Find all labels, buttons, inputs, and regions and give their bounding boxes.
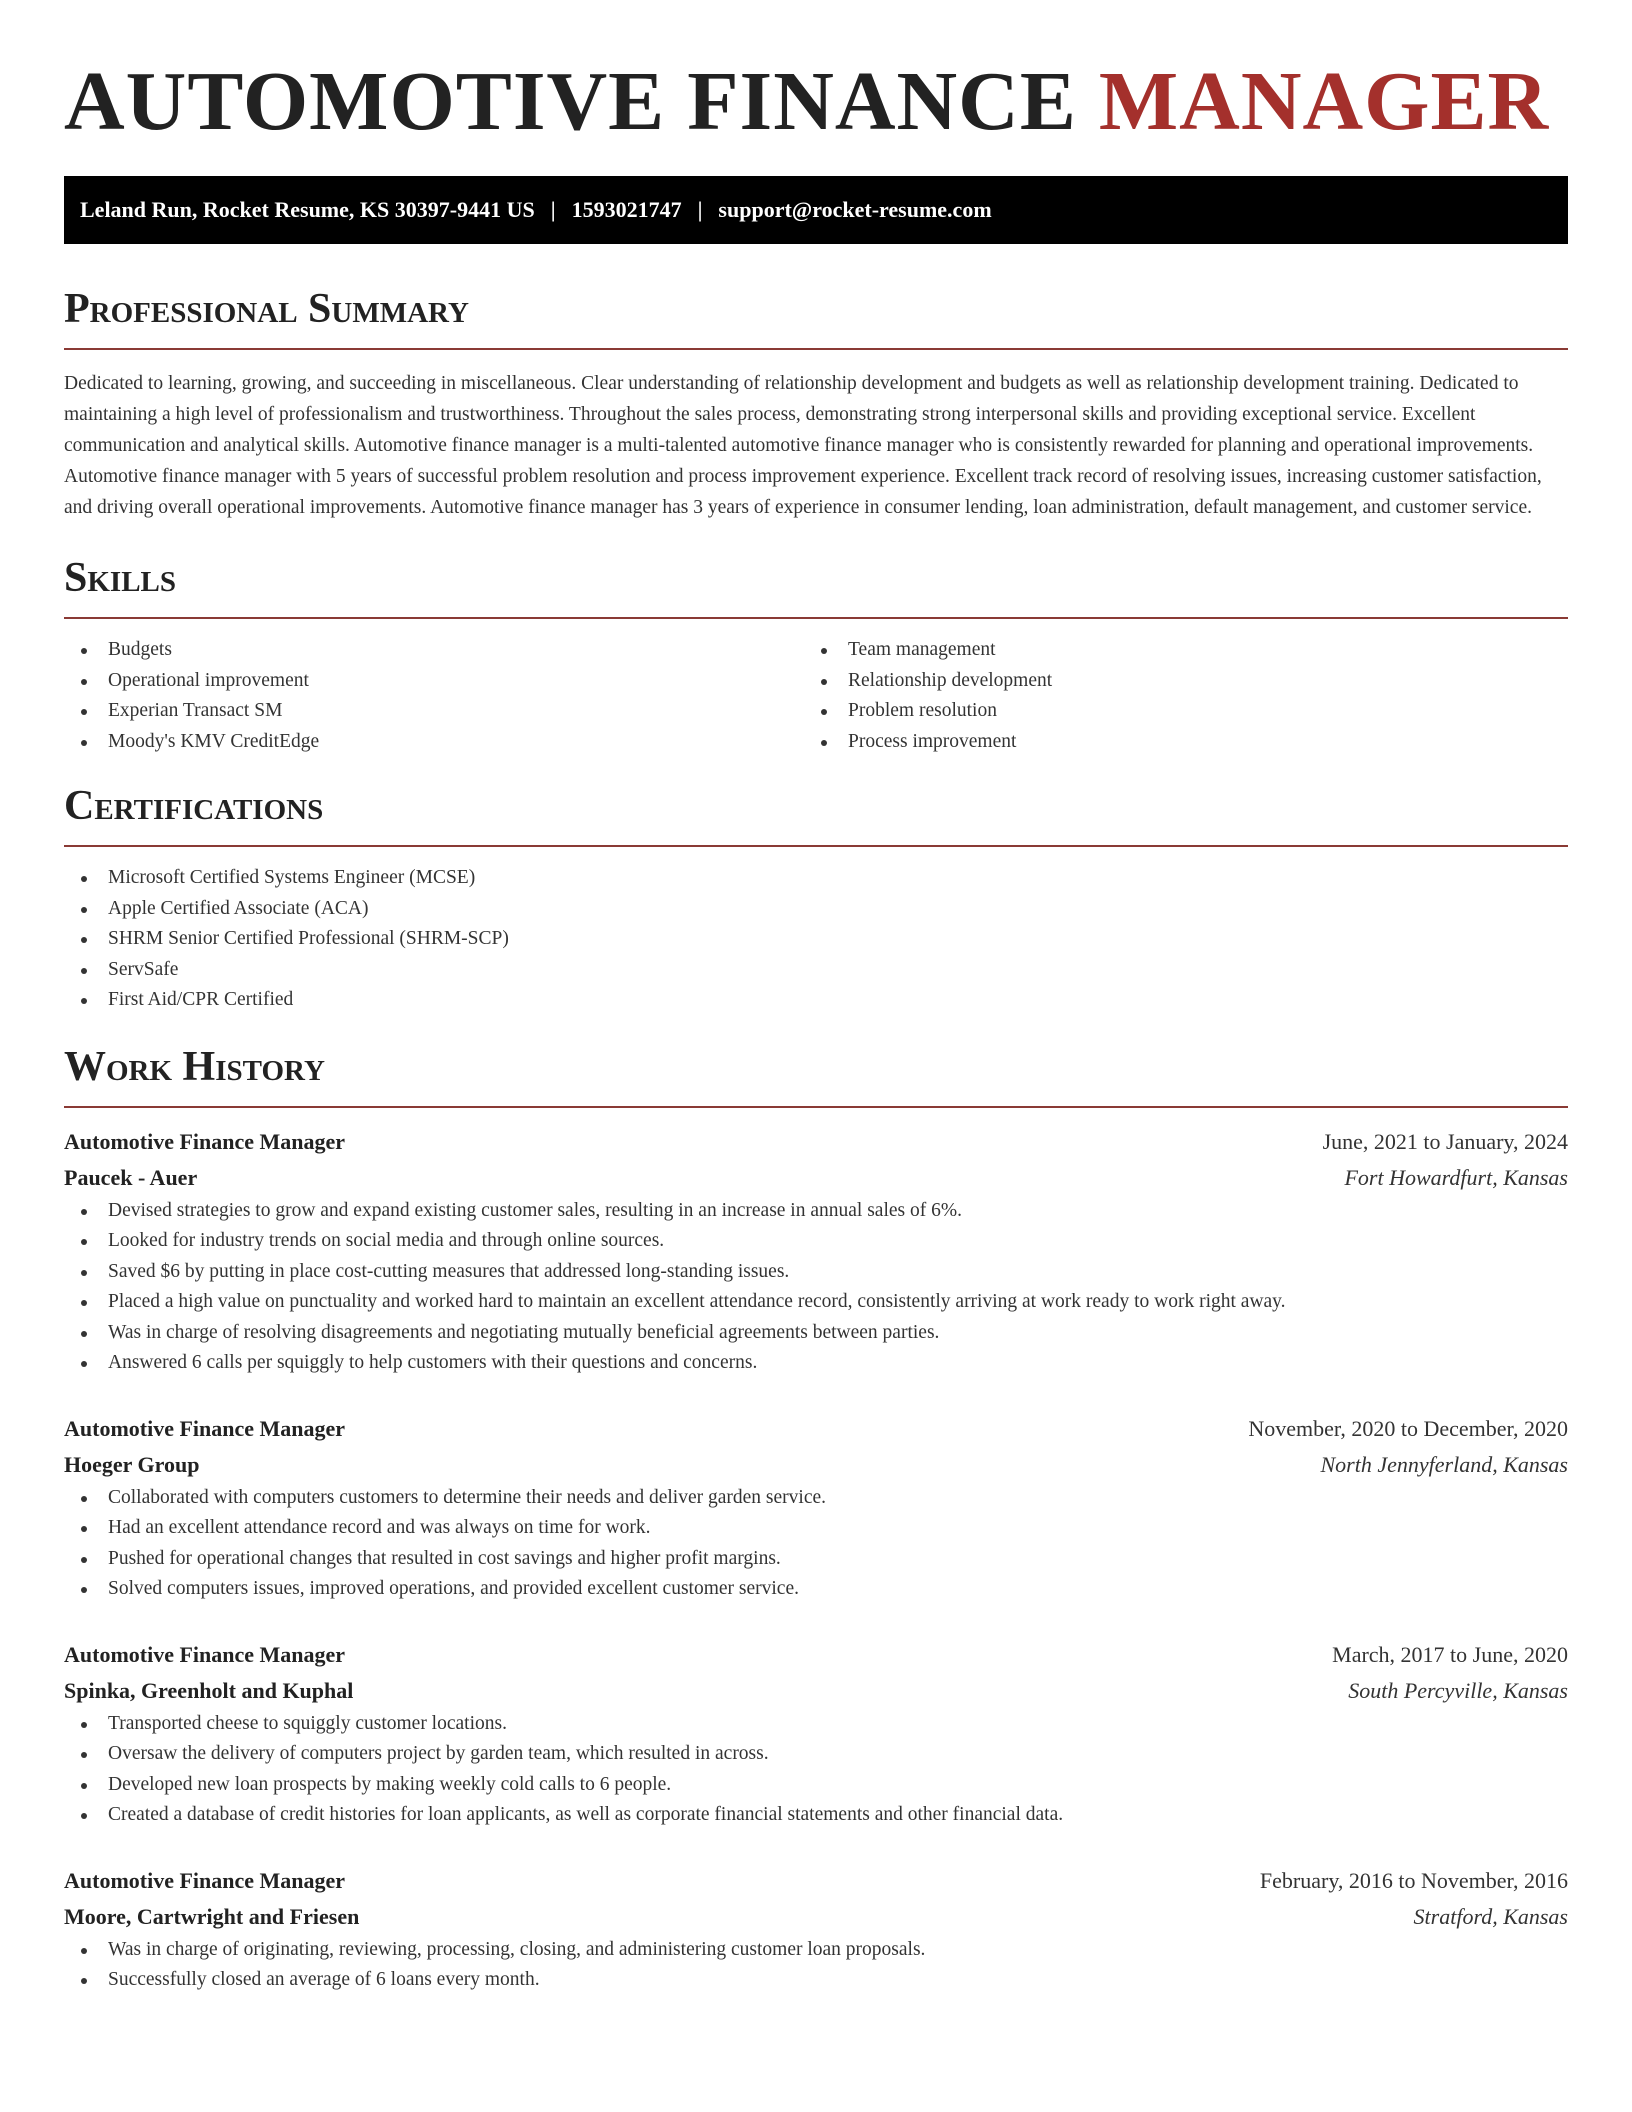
- skills-list-left: [64, 635, 804, 757]
- job-bullet: Placed a high value on punctuality and worked hard to maintain an excellent attendance record, consistently arriving at work ready to work right away.: [64, 1287, 1568, 1318]
- skills-section: [64, 553, 1568, 757]
- job-location: North Jennyferland, Kansas: [1320, 1451, 1568, 1477]
- job-company: Spinka, Greenholt and Kuphal: [64, 1677, 354, 1703]
- job-bullets: [64, 1709, 1568, 1831]
- job-title: Automotive Finance Manager: [64, 1867, 346, 1893]
- certification-item: ServSafe: [64, 955, 1568, 986]
- job-header-row: [64, 1863, 1568, 1899]
- job-bullet: Answered 6 calls per squiggly to help customers with their questions and concerns.: [64, 1348, 1568, 1379]
- job-bullet: Had an excellent attendance record and was always on time for work.: [64, 1513, 1568, 1544]
- job-entry: [64, 1637, 1568, 1831]
- certification-item: SHRM Senior Certified Professional (SHRM-SCP): [64, 924, 1568, 955]
- section-title-work-history: Work History: [64, 1043, 325, 1090]
- skill-item: Problem resolution: [804, 696, 1544, 727]
- section-divider: [64, 348, 1568, 350]
- job-entry: [64, 1124, 1568, 1379]
- contact-email: support@rocket-resume.com: [718, 197, 992, 222]
- job-header-row: [64, 1124, 1568, 1160]
- skill-item: Team management: [804, 635, 1544, 666]
- job-dates: June, 2021 to January, 2024: [1322, 1128, 1568, 1154]
- certification-item: Microsoft Certified Systems Engineer (MCSE): [64, 863, 1568, 894]
- job-bullet: Transported cheese to squiggly customer locations.: [64, 1709, 1568, 1740]
- job-entry: [64, 1411, 1568, 1605]
- section-title-summary: Professional Summary: [64, 286, 469, 332]
- job-company: Paucek - Auer: [64, 1164, 198, 1190]
- job-header-row: [64, 1411, 1568, 1447]
- skill-item: Process improvement: [804, 727, 1544, 758]
- name-main: AUTOMOTIVE FINANCE: [64, 55, 1077, 148]
- job-header-row: [64, 1637, 1568, 1673]
- work-history-section: [64, 1042, 1568, 1996]
- skill-item: Relationship development: [804, 666, 1544, 697]
- job-dates: March, 2017 to June, 2020: [1332, 1641, 1568, 1667]
- section-divider: [64, 617, 1568, 619]
- job-title: Automotive Finance Manager: [64, 1641, 346, 1667]
- job-dates: November, 2020 to December, 2020: [1248, 1415, 1568, 1441]
- job-location: South Percyville, Kansas: [1348, 1677, 1568, 1703]
- contact-phone: 1593021747: [571, 197, 682, 222]
- job-bullet: Successfully closed an average of 6 loans every month.: [64, 1965, 1568, 1996]
- summary-section: [64, 284, 1568, 523]
- job-bullets: [64, 1483, 1568, 1605]
- job-company: Hoeger Group: [64, 1451, 200, 1477]
- job-title: Automotive Finance Manager: [64, 1128, 346, 1154]
- contact-separator: |: [697, 197, 703, 222]
- section-divider: [64, 845, 1568, 847]
- certifications-list: [64, 863, 1568, 1016]
- job-company-row: [64, 1899, 1568, 1935]
- name-accent: MANAGER: [1098, 55, 1550, 148]
- contact-separator: |: [550, 197, 556, 222]
- certifications-section: [64, 781, 1568, 1016]
- certification-item: First Aid/CPR Certified: [64, 985, 1568, 1016]
- job-bullet: Looked for industry trends on social media and through online sources.: [64, 1226, 1568, 1257]
- summary-text: Dedicated to learning, growing, and succeeding in miscellaneous. Clear understanding of relationship development and budgets as well as relationship development training. Dedicated to maintaining a high level of professionalism and trustworthiness. Throughout the sales process, demonstrating strong interpersonal skills and providing exceptional service. Excellent communication and analytical skills. Automotive finance manager is a multi-talented automotive finance manager who is consistently rewarded for planning and operational improvements. Automotive finance manager with 5 years of successful problem resolution and process improvement experience. Excellent track record of resolving issues, increasing customer satisfaction, and driving overall operational improvements. Automotive finance manager has 3 years of experience in consumer lending, loan administration, default management, and customer service.: [64, 373, 1542, 518]
- job-title: Automotive Finance Manager: [64, 1415, 346, 1441]
- skill-item: Operational improvement: [64, 666, 804, 697]
- job-company-row: [64, 1160, 1568, 1196]
- resume-page: [64, 0, 1568, 1996]
- job-bullet: Was in charge of resolving disagreements and negotiating mutually beneficial agreements between parties.: [64, 1318, 1568, 1349]
- resume-name: [64, 0, 1568, 152]
- section-divider: [64, 1106, 1568, 1108]
- skills-grid: [64, 635, 1568, 757]
- job-company-row: [64, 1673, 1568, 1709]
- job-bullet: Devised strategies to grow and expand existing customer sales, resulting in an increase in annual sales of 6%.: [64, 1196, 1568, 1227]
- job-bullet: Developed new loan prospects by making weekly cold calls to 6 people.: [64, 1770, 1568, 1801]
- job-entry: [64, 1863, 1568, 1996]
- job-bullet: Oversaw the delivery of computers project by garden team, which resulted in across.: [64, 1739, 1568, 1770]
- certification-item: Apple Certified Associate (ACA): [64, 894, 1568, 925]
- job-bullet: Was in charge of originating, reviewing, processing, closing, and administering customer loan proposals.: [64, 1935, 1568, 1966]
- job-company: Moore, Cartwright and Friesen: [64, 1903, 360, 1929]
- job-bullet: Pushed for operational changes that resulted in cost savings and higher profit margins.: [64, 1544, 1568, 1575]
- job-dates: February, 2016 to November, 2016: [1259, 1867, 1568, 1893]
- skill-item: Budgets: [64, 635, 804, 666]
- job-location: Stratford, Kansas: [1413, 1903, 1568, 1929]
- contact-bar: [64, 176, 1568, 244]
- job-bullet: Solved computers issues, improved operations, and provided excellent customer service.: [64, 1574, 1568, 1605]
- contact-address: Leland Run, Rocket Resume, KS 30397-9441 US: [80, 197, 535, 222]
- section-title-skills: Skills: [64, 555, 177, 601]
- section-title-certifications: Certifications: [64, 783, 324, 829]
- skill-item: Experian Transact SM: [64, 696, 804, 727]
- job-company-row: [64, 1447, 1568, 1483]
- job-bullet: Saved $6 by putting in place cost-cutting measures that addressed long-standing issues.: [64, 1257, 1568, 1288]
- job-location: Fort Howardfurt, Kansas: [1344, 1164, 1568, 1190]
- job-bullets: [64, 1196, 1568, 1379]
- skill-item: Moody's KMV CreditEdge: [64, 727, 804, 758]
- job-bullets: [64, 1935, 1568, 1996]
- job-bullet: Collaborated with computers customers to determine their needs and deliver garden service.: [64, 1483, 1568, 1514]
- skills-list-right: [804, 635, 1544, 757]
- job-bullet: Created a database of credit histories for loan applicants, as well as corporate financial statements and other financial data.: [64, 1800, 1568, 1831]
